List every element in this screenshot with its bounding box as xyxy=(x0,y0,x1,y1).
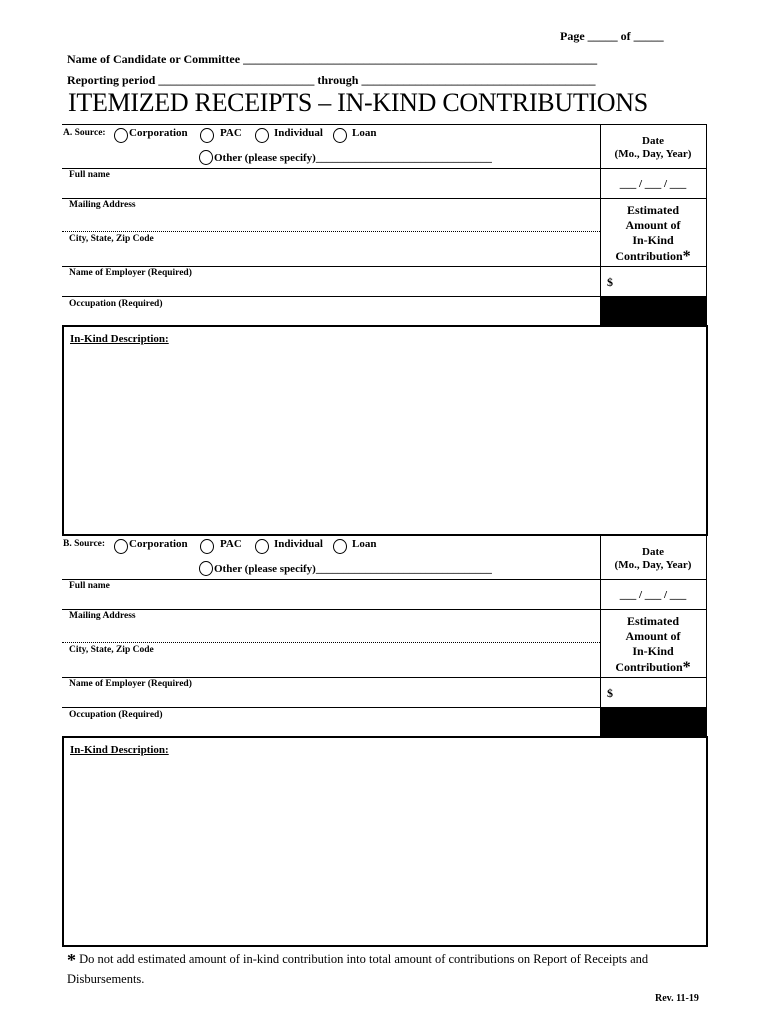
estimated-amount-label-2: Amount of xyxy=(625,218,681,232)
divider xyxy=(62,266,600,267)
loan-option-label: Loan xyxy=(352,127,377,139)
divider xyxy=(62,609,600,610)
date-label: Date xyxy=(642,546,664,558)
divider xyxy=(600,609,706,610)
divider xyxy=(600,198,706,199)
pac-radio[interactable] xyxy=(200,539,214,554)
loan-option-label: Loan xyxy=(352,538,377,550)
contribution-section-a xyxy=(62,124,708,536)
corporation-option-label: Corporation xyxy=(129,127,188,139)
estimated-amount-label-3: In-Kind xyxy=(632,644,674,658)
page-number-field[interactable]: Page _____ of _____ xyxy=(560,29,664,43)
date-format-label: (Mo., Day, Year) xyxy=(614,559,692,571)
mailing-address-field[interactable]: Mailing Address xyxy=(69,200,136,210)
date-format-label: (Mo., Day, Year) xyxy=(614,148,692,160)
divider xyxy=(62,579,600,580)
estimated-amount-label-4 xyxy=(600,660,706,675)
other-radio[interactable] xyxy=(199,150,213,165)
candidate-name-field[interactable]: Name of Candidate or Committee ___________________________________________________________ xyxy=(67,52,598,66)
source-label: A. Source: xyxy=(63,128,106,138)
occupation-field[interactable]: Occupation (Required) xyxy=(69,710,163,720)
in-kind-description-label: In-Kind Description: xyxy=(70,333,169,345)
asterisk-mark: * xyxy=(682,248,691,265)
pac-radio[interactable] xyxy=(200,128,214,143)
divider xyxy=(600,266,706,267)
estimated-amount-label-1: Estimated xyxy=(627,203,679,217)
estimated-amount-label-2: Amount of xyxy=(625,629,681,643)
corporation-option-label: Corporation xyxy=(129,538,188,550)
other-option-label[interactable]: Other (please specify)________________________________ xyxy=(214,152,492,164)
mailing-address-field[interactable]: Mailing Address xyxy=(69,611,136,621)
city-state-zip-field[interactable]: City, State, Zip Code xyxy=(69,645,154,655)
footnote-text: Do not add estimated amount of in-kind contribution into total amount of contributions on Report of Receipts and Disbursements. xyxy=(67,952,649,986)
occupation-field[interactable]: Occupation (Required) xyxy=(69,299,163,309)
date-field[interactable]: ___ / ___ / ___ xyxy=(619,178,687,190)
footnote xyxy=(67,950,707,989)
estimated-amount-label-3: In-Kind xyxy=(632,233,674,247)
date-field[interactable]: ___ / ___ / ___ xyxy=(619,589,687,601)
reporting-period-field[interactable]: Reporting period __________________________ through _______________________________________ xyxy=(67,73,596,87)
divider xyxy=(62,296,600,297)
in-kind-description-label: In-Kind Description: xyxy=(70,744,169,756)
contribution-section-b xyxy=(62,535,708,947)
individual-radio[interactable] xyxy=(255,539,269,554)
full-name-field[interactable]: Full name xyxy=(69,581,110,591)
full-name-field[interactable]: Full name xyxy=(69,170,110,180)
amount-field[interactable]: $ xyxy=(607,275,613,289)
divider xyxy=(62,677,600,678)
contribution-label: Contribution xyxy=(615,660,683,674)
corporation-radio[interactable] xyxy=(114,539,128,554)
estimated-amount-label-4 xyxy=(600,249,706,264)
amount-field[interactable]: $ xyxy=(607,686,613,700)
divider xyxy=(600,579,706,580)
corporation-radio[interactable] xyxy=(114,128,128,143)
other-option-label[interactable]: Other (please specify)________________________________ xyxy=(214,563,492,575)
divider xyxy=(62,198,600,199)
employer-field[interactable]: Name of Employer (Required) xyxy=(69,268,192,278)
footnote-asterisk: * xyxy=(67,950,76,970)
divider xyxy=(62,168,600,169)
loan-radio[interactable] xyxy=(333,539,347,554)
date-label: Date xyxy=(642,135,664,147)
contribution-label: Contribution xyxy=(615,249,683,263)
individual-option-label: Individual xyxy=(274,538,323,550)
city-state-zip-field[interactable]: City, State, Zip Code xyxy=(69,234,154,244)
source-label: B. Source: xyxy=(63,539,106,549)
divider xyxy=(600,677,706,678)
form-title: ITEMIZED RECEIPTS – IN-KIND CONTRIBUTIONS xyxy=(68,88,648,117)
individual-option-label: Individual xyxy=(274,127,323,139)
individual-radio[interactable] xyxy=(255,128,269,143)
pac-option-label: PAC xyxy=(220,127,242,139)
employer-field[interactable]: Name of Employer (Required) xyxy=(69,679,192,689)
estimated-amount-label-1: Estimated xyxy=(627,614,679,628)
shaded-box xyxy=(600,296,707,327)
divider xyxy=(600,168,706,169)
divider xyxy=(62,231,600,232)
divider xyxy=(62,642,600,643)
in-kind-description-box[interactable] xyxy=(62,325,708,536)
divider xyxy=(62,707,600,708)
other-radio[interactable] xyxy=(199,561,213,576)
asterisk-mark: * xyxy=(682,659,691,676)
in-kind-description-box[interactable] xyxy=(62,736,708,947)
loan-radio[interactable] xyxy=(333,128,347,143)
shaded-box xyxy=(600,707,707,738)
revision-label: Rev. 11-19 xyxy=(655,993,699,1004)
pac-option-label: PAC xyxy=(220,538,242,550)
